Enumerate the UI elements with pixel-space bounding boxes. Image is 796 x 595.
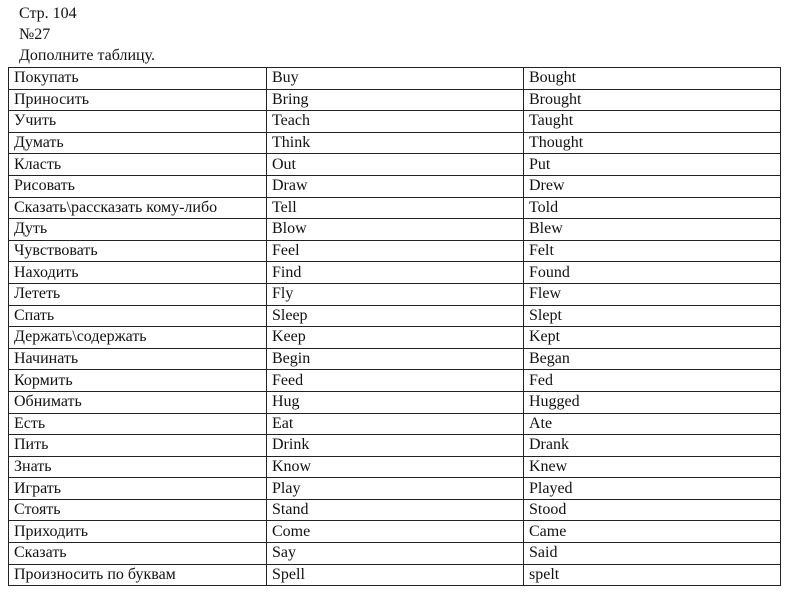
table-row <box>9 564 781 586</box>
base-form-cell: Eat <box>267 413 524 435</box>
base-form-cell: Teach <box>267 111 524 133</box>
table-row <box>9 283 781 305</box>
past-form-cell: Put <box>524 154 781 176</box>
russian-verb-cell: Учить <box>9 111 267 133</box>
russian-verb-cell: Рисовать <box>9 175 267 197</box>
past-form-cell: Felt <box>524 240 781 262</box>
page-reference: Стр. 104 <box>19 5 77 22</box>
base-form-cell: Hug <box>267 391 524 413</box>
table-row <box>9 327 781 349</box>
base-form-cell: Buy <box>267 68 524 90</box>
russian-verb-cell: Обнимать <box>9 391 267 413</box>
past-form-cell: Taught <box>524 111 781 133</box>
past-form-cell: spelt <box>524 564 781 586</box>
table-row <box>9 435 781 457</box>
past-form-cell: Bought <box>524 68 781 90</box>
base-form-cell: Bring <box>267 89 524 111</box>
base-form-cell: Stand <box>267 499 524 521</box>
base-form-cell: Say <box>267 543 524 565</box>
past-form-cell: Brought <box>524 89 781 111</box>
past-form-cell: Hugged <box>524 391 781 413</box>
russian-verb-cell: Класть <box>9 154 267 176</box>
table-row <box>9 499 781 521</box>
base-form-cell: Tell <box>267 197 524 219</box>
base-form-cell: Find <box>267 262 524 284</box>
verb-table-body <box>9 68 781 586</box>
table-row <box>9 391 781 413</box>
table-row <box>9 478 781 500</box>
russian-verb-cell: Кормить <box>9 370 267 392</box>
russian-verb-cell: Чувствовать <box>9 240 267 262</box>
table-row <box>9 89 781 111</box>
base-form-cell: Out <box>267 154 524 176</box>
past-form-cell: Kept <box>524 327 781 349</box>
table-row <box>9 219 781 241</box>
table-row <box>9 111 781 133</box>
russian-verb-cell: Сказать <box>9 543 267 565</box>
russian-verb-cell: Приносить <box>9 89 267 111</box>
past-form-cell: Drank <box>524 435 781 457</box>
table-row <box>9 262 781 284</box>
russian-verb-cell: Спать <box>9 305 267 327</box>
past-form-cell: Blew <box>524 219 781 241</box>
base-form-cell: Come <box>267 521 524 543</box>
past-form-cell: Ate <box>524 413 781 435</box>
past-form-cell: Fed <box>524 370 781 392</box>
base-form-cell: Fly <box>267 283 524 305</box>
past-form-cell: Slept <box>524 305 781 327</box>
table-row <box>9 413 781 435</box>
table-row <box>9 305 781 327</box>
past-form-cell: Knew <box>524 456 781 478</box>
base-form-cell: Feed <box>267 370 524 392</box>
task-instruction: Дополните таблицу. <box>19 47 156 64</box>
table-row <box>9 154 781 176</box>
russian-verb-cell: Приходить <box>9 521 267 543</box>
russian-verb-cell: Есть <box>9 413 267 435</box>
table-row <box>9 240 781 262</box>
base-form-cell: Keep <box>267 327 524 349</box>
russian-verb-cell: Начинать <box>9 348 267 370</box>
table-row <box>9 521 781 543</box>
table-row <box>9 456 781 478</box>
verb-forms-table <box>8 67 781 586</box>
russian-verb-cell: Думать <box>9 132 267 154</box>
base-form-cell: Blow <box>267 219 524 241</box>
table-row <box>9 132 781 154</box>
past-form-cell: Played <box>524 478 781 500</box>
past-form-cell: Thought <box>524 132 781 154</box>
base-form-cell: Begin <box>267 348 524 370</box>
base-form-cell: Drink <box>267 435 524 457</box>
russian-verb-cell: Пить <box>9 435 267 457</box>
past-form-cell: Found <box>524 262 781 284</box>
past-form-cell: Came <box>524 521 781 543</box>
base-form-cell: Feel <box>267 240 524 262</box>
past-form-cell: Told <box>524 197 781 219</box>
base-form-cell: Play <box>267 478 524 500</box>
russian-verb-cell: Знать <box>9 456 267 478</box>
russian-verb-cell: Покупать <box>9 68 267 90</box>
base-form-cell: Draw <box>267 175 524 197</box>
task-number: №27 <box>19 26 51 43</box>
russian-verb-cell: Сказать\рассказать кому-либо <box>9 197 267 219</box>
table-row <box>9 68 781 90</box>
table-row <box>9 197 781 219</box>
table-row <box>9 175 781 197</box>
past-form-cell: Stood <box>524 499 781 521</box>
table-row <box>9 370 781 392</box>
russian-verb-cell: Стоять <box>9 499 267 521</box>
russian-verb-cell: Произносить по буквам <box>9 564 267 586</box>
base-form-cell: Spell <box>267 564 524 586</box>
russian-verb-cell: Дуть <box>9 219 267 241</box>
russian-verb-cell: Лететь <box>9 283 267 305</box>
base-form-cell: Know <box>267 456 524 478</box>
past-form-cell: Drew <box>524 175 781 197</box>
russian-verb-cell: Держать\содержать <box>9 327 267 349</box>
past-form-cell: Flew <box>524 283 781 305</box>
base-form-cell: Sleep <box>267 305 524 327</box>
past-form-cell: Said <box>524 543 781 565</box>
base-form-cell: Think <box>267 132 524 154</box>
past-form-cell: Began <box>524 348 781 370</box>
russian-verb-cell: Играть <box>9 478 267 500</box>
table-row <box>9 543 781 565</box>
russian-verb-cell: Находить <box>9 262 267 284</box>
table-row <box>9 348 781 370</box>
